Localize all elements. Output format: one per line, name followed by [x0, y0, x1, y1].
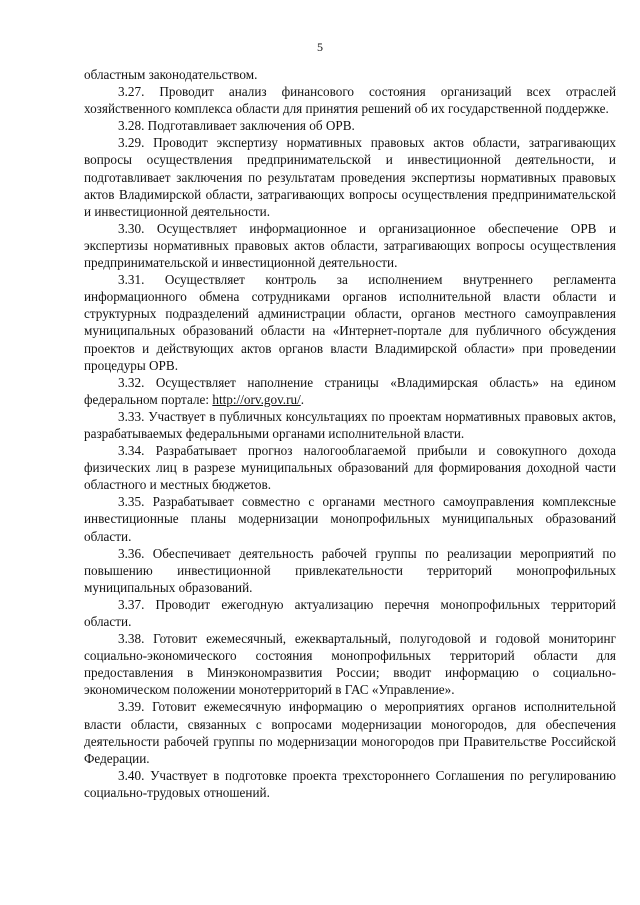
document-body: [84, 66, 616, 801]
page-number: 5: [317, 40, 323, 54]
paragraph-3-35: 3.35. Разрабатывает совместно с органами местного самоуправления комплексные инвестиционные планы модернизации монопрофильных муниципальных образований области.: [84, 494, 616, 544]
paragraph-3-27: 3.27. Проводит анализ финансового состояния организаций всех отраслей хозяйственного комплекса области для принятия решений об их государственной поддержке.: [84, 84, 616, 117]
orv-portal-link[interactable]: http://orv.gov.ru/: [212, 391, 301, 407]
paragraph-3-38: 3.38. Готовит ежемесячный, ежеквартальный, полугодовой и годовой мониторинг социально-экономического состояния монопрофильных территорий области для предоставления в Минэкономразвития России; вводит информацию о социально-экономическом положении монотерриторий в ГАС «Управление».: [84, 631, 616, 698]
paragraph-3-33: 3.33. Участвует в публичных консультациях по проектам нормативных правовых актов, разрабатываемых федеральными органами исполнительной власти.: [84, 408, 616, 441]
paragraph-3-37: 3.37. Проводит ежегодную актуализацию перечня монопрофильных территорий области.: [84, 596, 616, 629]
paragraph-3-32-text: 3.32. Осуществляет наполнение страницы «Владимирская область» на едином федеральном портале:: [84, 374, 616, 407]
paragraph-continuation: областным законодательством.: [84, 67, 258, 82]
paragraph-3-31: 3.31. Осуществляет контроль за исполнением внутреннего регламента информационного обмена сотрудниками органов исполнительной власти области и структурных подразделений администрации области, органов местного самоуправления муниципальных образований области на «Интернет-портале для публичного обсуждения проектов и действующих актов органов власти Владимирской области» при проведении процедуры ОРВ.: [84, 272, 616, 373]
paragraph-3-30: 3.30. Осуществляет информационное и организационное обеспечение ОРВ и экспертизы нормативных правовых актов области, затрагивающих вопросы осуществления предпринимательской и инвестиционной деятельности.: [84, 220, 616, 271]
paragraph-3-32: [84, 374, 616, 408]
paragraph-3-32-end: .: [300, 391, 305, 407]
paragraph-3-28: 3.28. Подготавливает заключения об ОРВ.: [118, 118, 355, 134]
paragraph-3-34: 3.34. Разрабатывает прогноз налогооблагаемой прибыли и совокупного дохода физических лиц в разрезе муниципальных образований для формирования доходной части областного и местных бюджетов.: [84, 443, 616, 493]
paragraph-3-29: 3.29. Проводит экспертизу нормативных правовых актов области, затрагивающих вопросы осуществления предпринимательской и инвестиционной деятельности, и подготавливает заключения по результатам проведения экспертизы нормативных правовых актов Владимирской области, затрагивающих вопросы осуществления предпринимательской и инвестиционной деятельности.: [84, 135, 616, 219]
paragraph-3-39: 3.39. Готовит ежемесячную информацию о мероприятиях органов исполнительной власти области, связанных с вопросами модернизации моногородов, для обеспечения деятельности рабочей группы по модернизации моногородов при Правительстве Российской Федерации.: [84, 699, 616, 766]
paragraph-3-40: 3.40. Участвует в подготовке проекта трехстороннего Соглашения по регулированию социально-трудовых отношений.: [84, 767, 616, 800]
paragraph-3-36: 3.36. Обеспечивает деятельность рабочей группы по реализации мероприятий по повышению инвестиционной привлекательности территорий монопрофильных муниципальных образований.: [84, 545, 616, 595]
